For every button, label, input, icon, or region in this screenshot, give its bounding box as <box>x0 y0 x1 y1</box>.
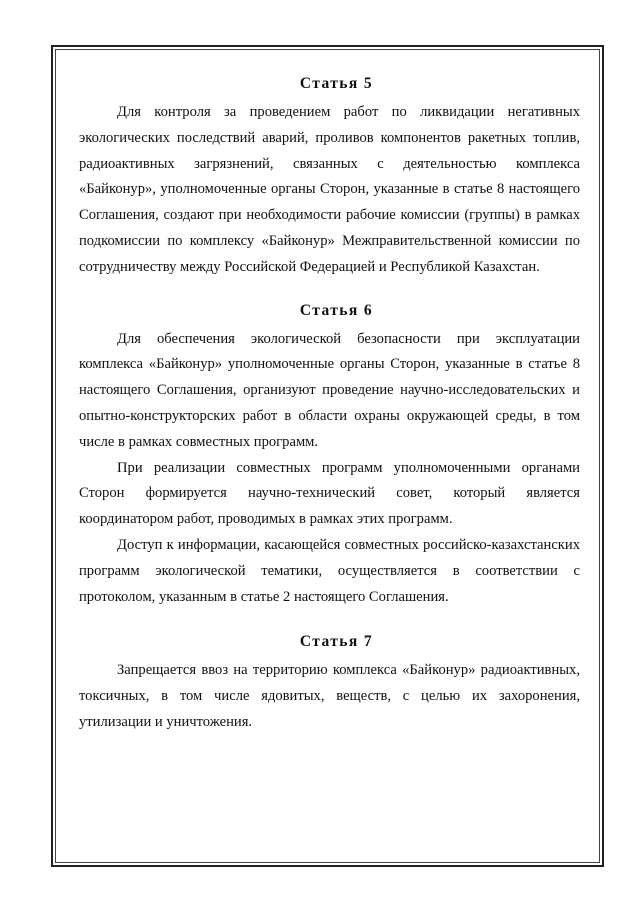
article-6-paragraph-1: Для обеспечения экологической безопасности при эксплуатации комплекса «Байконур» уполномоченные органы Сторон, указанные в статье 8 настоящего Соглашения, организуют проведение научно-исследовательских и опытно-конструкторских работ в области охраны окружающей среды, в том числе в рамках совместных программ. <box>79 330 580 450</box>
article-6-title: Статья 6 <box>299 301 374 319</box>
document-body <box>79 74 580 736</box>
article-5-title: Статья 5 <box>299 75 374 92</box>
article-7-title: Статья 7 <box>299 633 374 651</box>
article-6-paragraph-3: Доступ к информации, касающейся совместных российско-казахстанских программ экологической тематики, осуществляется в соответствии с протоколом, указанным в статье 2 настоящего Соглашения. <box>79 536 580 605</box>
article-6 <box>79 301 580 611</box>
article-5 <box>79 74 580 281</box>
article-7-paragraph-1: Запрещается ввоз на территорию комплекса «Байконур» радиоактивных, токсичных, в том числе ядовитых, веществ, с целью их захоронения, утилизации и уничтожения. <box>79 662 580 730</box>
article-7 <box>79 632 580 735</box>
article-6-paragraph-2: При реализации совместных программ уполномоченными органами Сторон формируется научно-технический совет, который является координатором работ, проводимых в рамках этих программ. <box>79 459 580 528</box>
article-5-paragraph-1: Для контроля за проведением работ по ликвидации негативных экологических последствий аварий, проливов компонентов ракетных топлив, радиоактивных загрязнений, связанных с деятельностью комплекса «Байконур», уполномоченные органы Сторон, указанные в статье 8 настоящего Соглашения, создают при необходимости рабочие комиссии (группы) в рамках подкомиссии по комплексу «Байконур» Межправительственной комиссии по сотрудничеству между Российской Федерацией и Республикой Казахстан. <box>79 104 580 275</box>
